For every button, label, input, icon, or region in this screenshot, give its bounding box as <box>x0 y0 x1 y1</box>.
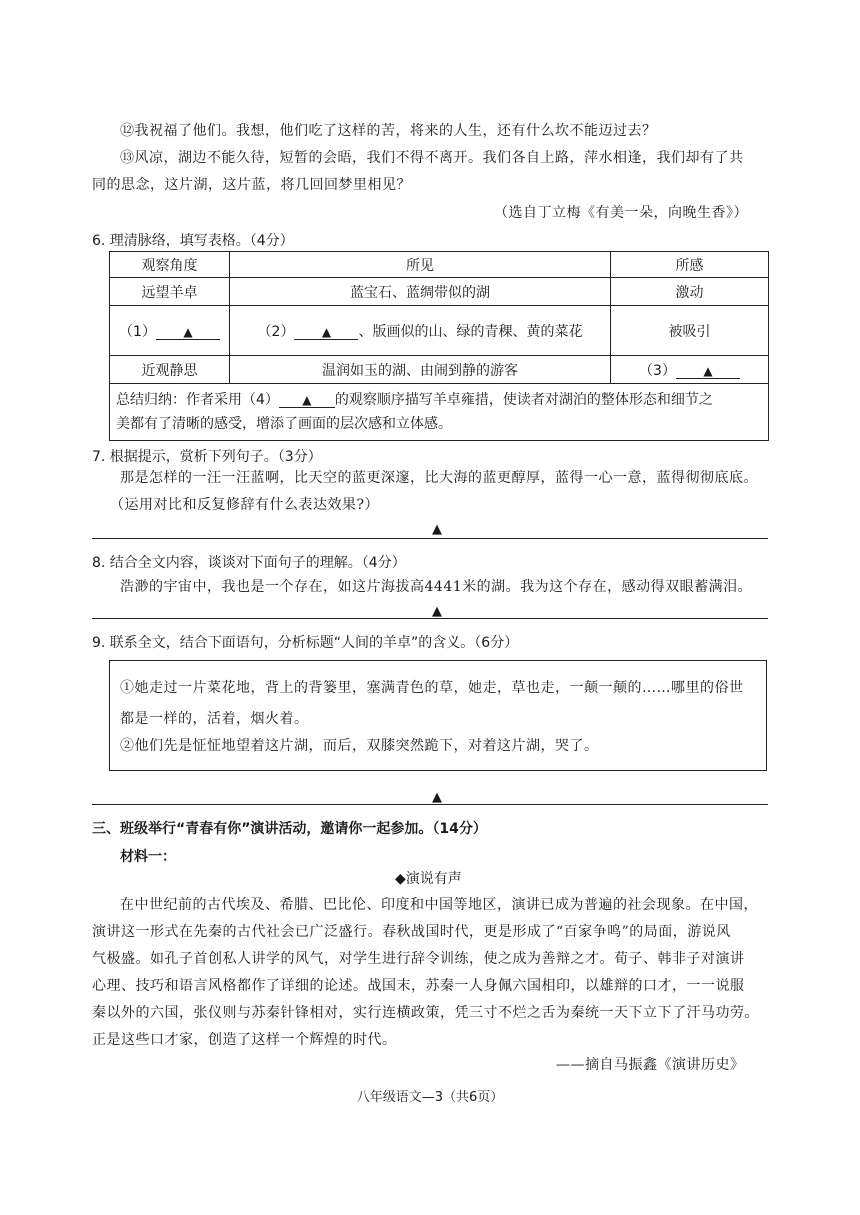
summary-cell <box>110 384 769 441</box>
quote-2: ②他们先是怔怔地望着这片湖，而后，双膝突然跪下，对着这片湖，哭了。 <box>120 738 599 754</box>
summary-text-a: 总结归纳：作者采用（4） <box>116 392 279 408</box>
question-9-quote-box <box>109 660 767 771</box>
cell-angle-blank-1[interactable] <box>110 306 230 356</box>
material-line-6: 正是这些口才家，创造了这样一个辉煌的时代。 <box>92 1032 397 1048</box>
cell-seen-text: 、版画似的山、绿的青稞、黄的菜花 <box>358 323 583 340</box>
table-summary-row <box>110 384 769 441</box>
answer-blank[interactable]: ▲ <box>676 364 740 379</box>
cell-seen: 蓝宝石、蓝绸带似的湖 <box>230 278 611 306</box>
cell-feel: 被吸引 <box>611 306 769 356</box>
question-7-prompt: 7. 根据提示，赏析下列句子。（3分） <box>92 449 322 465</box>
answer-line-q7[interactable] <box>92 538 768 539</box>
header-angle: 观察角度 <box>110 252 230 278</box>
answer-mark-q9: ▲ <box>432 790 442 805</box>
question-7-sentence: 那是怎样的一汪一汪蓝啊，比天空的蓝更深邃，比大海的蓝更醇厚，蓝得一心一意，蓝得彻彻底底。 <box>120 470 758 486</box>
blank-label: （2） <box>257 323 295 340</box>
material-line-3: 气极盛。如孔子首创私人讲学的风气，对学生进行辞令训练，使之成为善辩之才。荀子、韩非子对演讲 <box>92 951 745 967</box>
question-7-hint: （运用对比和反复修辞有什么表达效果?） <box>110 497 380 513</box>
material-line-5: 秦以外的六国，张仪则与苏秦针锋相对，实行连横政策，凭三寸不烂之舌为秦统一天下立下了汗马功劳。 <box>92 1005 759 1021</box>
observation-table <box>109 251 769 441</box>
material-line-2: 演讲这一形式在先秦的古代社会已广泛盛行。春秋战国时代，更是形成了“百家争鸣”的局面，游说风 <box>92 924 731 940</box>
cell-seen: 温润如玉的湖、由闹到静的游客 <box>230 356 611 384</box>
material-source: ——摘自马振鑫《演讲历史》 <box>556 1057 745 1073</box>
material-1-label: 材料一： <box>120 849 176 865</box>
question-9-prompt: 9. 联系全文，结合下面语句，分析标题“人间的羊卓”的含义。（6分） <box>92 635 519 651</box>
summary-text-c: 美都有了清晰的感受，增添了画面的层次感和立体感。 <box>116 416 452 432</box>
summary-text-b: 的观察顺序描写羊卓雍措，使读者对湖泊的整体形态和细节之 <box>334 392 713 408</box>
answer-mark-q7: ▲ <box>432 522 442 537</box>
passage-paragraph-13-line1: ⑬风凉，湖边不能久待，短暂的会晤，我们不得不离开。我们各自上路，萍水相逢，我们却有了共 <box>120 150 744 166</box>
header-seen: 所见 <box>230 252 611 278</box>
cell-angle: 近观静思 <box>110 356 230 384</box>
table-row <box>110 278 769 306</box>
cell-feel-blank-3[interactable] <box>611 356 769 384</box>
answer-line-q8[interactable] <box>92 618 768 619</box>
section-3-heading: 三、班级举行“青春有你”演讲活动，邀请你一起参加。（14分） <box>92 821 487 837</box>
material-1-title: ◆演说有声 <box>395 871 462 887</box>
quote-1-line2: 都是一样的，活着，烟火着。 <box>120 711 309 727</box>
header-feel: 所感 <box>611 252 769 278</box>
question-6-prompt: 6. 理清脉络，填写表格。（4分） <box>92 233 294 249</box>
table-row <box>110 356 769 384</box>
answer-blank[interactable]: ▲ <box>294 325 358 340</box>
cell-seen-blank-2[interactable] <box>230 306 611 356</box>
answer-blank[interactable]: ▲ <box>156 325 220 340</box>
cell-feel: 激动 <box>611 278 769 306</box>
answer-mark-q8: ▲ <box>432 604 442 619</box>
answer-line-q9[interactable] <box>92 804 768 805</box>
blank-label: （3） <box>639 362 676 379</box>
table-row <box>110 306 769 356</box>
cell-angle: 远望羊卓 <box>110 278 230 306</box>
question-8-prompt: 8. 结合全文内容，谈谈对下面句子的理解。（4分） <box>92 555 406 571</box>
quote-1-line1: ①她走过一片菜花地，背上的背篓里，塞满青色的草，她走，草也走，一颠一颠的……哪里的俗世 <box>120 680 744 696</box>
passage-source: （选自丁立梅《有美一朵，向晚生香》） <box>494 205 748 221</box>
material-line-4: 心理、技巧和语言风格都作了详细的论述。战国末，苏秦一人身佩六国相印，以雄辩的口才，一一说服 <box>92 978 745 994</box>
answer-blank[interactable]: ▲ <box>279 393 335 408</box>
question-8-sentence: 浩渺的宇宙中，我也是一个存在，如这片海拔高4441米的湖。我为这个存在，感动得双眼蓄满泪。 <box>120 579 753 595</box>
passage-paragraph-12: ⑫我祝福了他们。我想，他们吃了这样的苦，将来的人生，还有什么坎不能迈过去？ <box>120 123 657 139</box>
table-header-row <box>110 252 769 278</box>
page-footer: 八年级语文—3（共6页） <box>356 1090 504 1105</box>
passage-paragraph-13-line2: 同的思念，这片湖，这片蓝，将几回回梦里相见？ <box>92 177 411 193</box>
material-line-1: 在中世纪前的古代埃及、希腊、巴比伦、印度和中国等地区，演讲已成为普遍的社会现象。在中国， <box>120 897 758 913</box>
blank-label: （1） <box>119 323 156 340</box>
